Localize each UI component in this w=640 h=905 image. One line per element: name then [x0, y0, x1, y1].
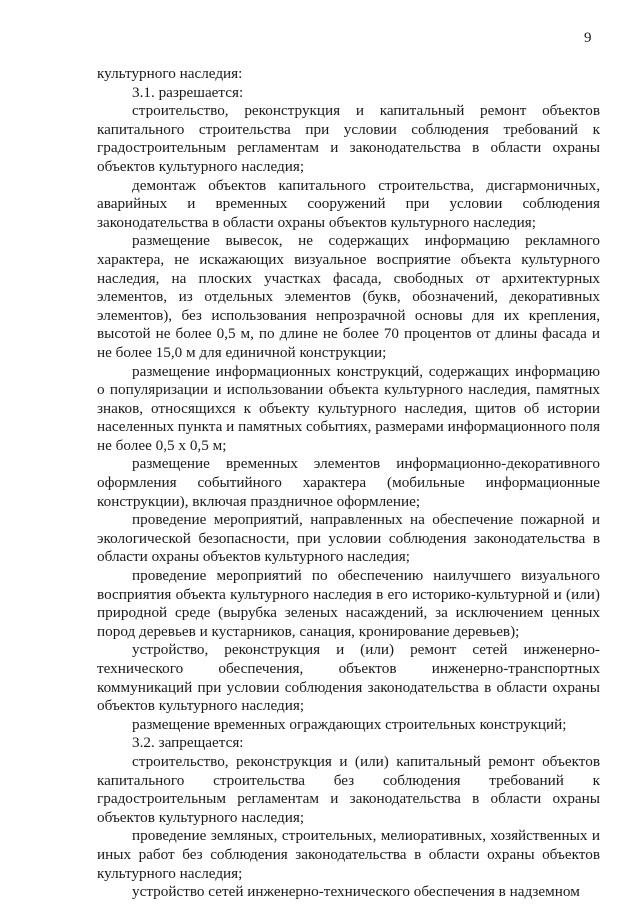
paragraph: культурного наследия: [97, 65, 243, 82]
section-heading: 3.1. разрешается: [132, 83, 244, 101]
paragraph: проведение мероприятий по обеспечению наилучшего визуального восприятия объекта культурного наследия в его историко-культурной и (или) природной среде (вырубка зеленых насаждений, за исключением ценных пород деревьев и кустарников, санация, кронирование деревьев); [97, 567, 600, 640]
page-number: 9 [584, 30, 592, 46]
paragraph: устройство сетей инженерно-технического обеспечения в надземном [132, 883, 580, 901]
paragraph: демонтаж объектов капитального строительства, дисгармоничных, аварийных и временных сооружений при условии соблюдения законодательства в области охраны объектов культурного наследия; [97, 176, 600, 231]
paragraph: размещение временных элементов информационно-декоративного оформления событийного характера (мобильные информационные конструкции), включая праздничное оформление; [97, 455, 600, 510]
paragraph: размещение вывесок, не содержащих информацию рекламного характера, не искажающих визуальное восприятие объекта культурного наследия, на плоских участках фасада, свободных от архитектурных элементов, из отдельных элементов (букв, обозначений, декоративных элементов), без использования непрозрачной основы для их крепления, высотой не более 0,5 м, по длине не более 70 процентов от длины фасада и не более 15,0 м для единичной конструкции; [97, 232, 600, 361]
paragraph: проведение земляных, строительных, мелиоративных, хозяйственных и иных работ без соблюдения законодательства в области охраны объектов культурного наследия; [97, 827, 600, 882]
paragraph: проведение мероприятий, направленных на обеспечение пожарной и экологической безопасности, при условии соблюдения законодательства в области охраны объектов культурного наследия; [97, 511, 600, 566]
document-body [97, 65, 600, 902]
paragraph: размещение информационных конструкций, содержащих информацию о популяризации и использовании объекта культурного наследия, памятных знаков, относящихся к объекту культурного наследия, щитов об истории населенных пункта и памятных событиях, размерами информационного поля не более 0,5 х 0,5 м; [97, 362, 600, 454]
paragraph: устройство, реконструкция и (или) ремонт сетей инженерно-технического обеспечения, объектов инженерно-транспортных коммуникаций при условии соблюдения законодательства в области охраны объектов культурного наследия; [97, 641, 600, 715]
section-heading: 3.2. запрещается: [132, 734, 244, 752]
paragraph: строительство, реконструкция и капитальный ремонт объектов капитального строительства при условии соблюдения требований к градостроительным регламентам и законодательства в области охраны объектов культурного наследия; [97, 102, 600, 175]
paragraph: строительство, реконструкция и (или) капитальный ремонт объектов капитального строительства без соблюдения требований к градостроительным регламентам и законодательства в области охраны объектов культурного наследия; [97, 752, 600, 826]
paragraph: размещение временных ограждающих строительных конструкций; [132, 715, 567, 733]
